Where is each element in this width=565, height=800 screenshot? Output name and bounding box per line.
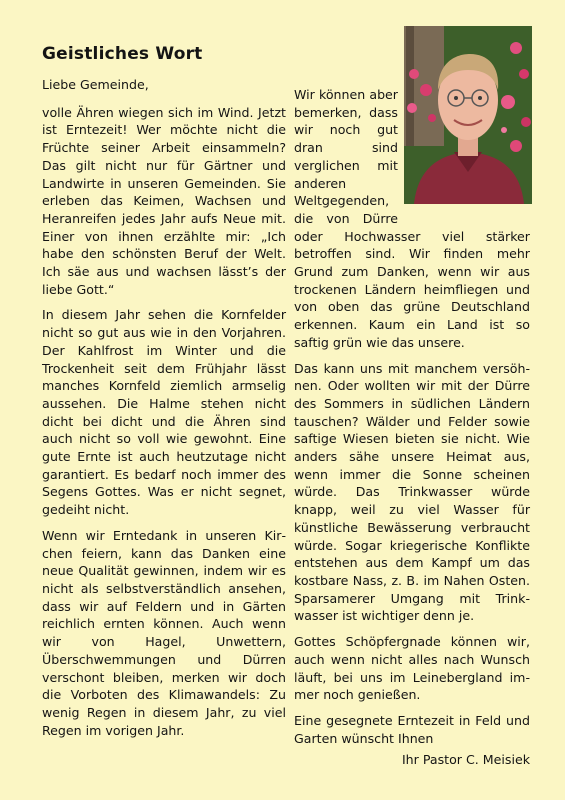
pastor-portrait: [404, 26, 532, 204]
paragraph-right-2: Das kann uns mit manchem versöhnen. Oder wollten wir mit der Dürre des Sommers in südlichen Ländern tauschen? Wälder und Felder sowie saftige Wiesen bieten sie nicht. Wie anders sähe unsere Heimat aus, wenn immer die Sonne scheinen würde. Das Trinkwasser würde knapp, weil zu viel Wasser für künstliche Bewässerung verbraucht würde. Sogar kriegerische Konflikte entstehen aus dem Kampf um das kostbare Nass, z. B. im Nahen Osten. Sparsamerer Umgang mit Trinkwasser ist wichtiger denn je.: [294, 360, 530, 624]
salutation: Liebe Gemeinde,: [42, 77, 149, 92]
signature: Ihr Pastor C. Meisiek: [401, 752, 530, 768]
portrait-image: [404, 26, 532, 204]
paragraph-right-4: Eine gesegnete Erntezeit in Feld und Garten wünscht Ihnen: [294, 712, 530, 746]
paragraph-left-3: Wenn wir Erntedank in unseren Kirchen feiern, kann das Danken eine neue Qualität gewinnen, indem wir es nicht als selbstverständlich ansehen, dass wir auf Feldern und in Gärten reichlich ernten können. Auch wenn wir von Hagel, Unwettern, Überschwemmungen und Dürren verschont bleiben, merken wir doch die Vorboten des Klimawandels: Zu wenig Regen in diesem Jahr, zu viel Regen im vorigen Jahr.: [42, 527, 286, 738]
paragraph-right-1: Wir können aber bemerken, dass wir noch gut dran sind verglichen mit anderen Weltgegenden, die von Dürre oder Hochwasser viel stärker betroffen sind. Wir finden mehr Grund zum Danken, wenn wir aus trockenen Ländern heimfliegen und von oben das grüne Deutschland erkennen. Kaum ein Land ist so saftig grün wie das unsere.: [294, 87, 530, 350]
left-column: [42, 76, 286, 747]
right-column: [294, 86, 530, 777]
page-title: Geistliches Wort: [42, 44, 203, 64]
paragraph-left-1: volle Ähren wiegen sich im Wind. Jetzt ist Erntezeit! Wer möchte nicht die Früchte seiner Arbeit einsammeln? Das gilt nicht nur für Gärtner und Landwirte in unseren Gemeinden. Sie erleben das Keimen, Wachsen und Heranreifen jedes Jahr aufs Neue mit. Einer von ihnen erzählte mir: „Ich habe den schönsten Beruf der Welt. Ich säe aus und wachsen lässt’s der liebe Gott.“: [42, 104, 286, 297]
paragraph-left-2: In diesem Jahr sehen die Kornfelder nicht so gut aus wie in den Vorjahren. Der Kahlfrost im Winter und die Trockenheit seit dem Frühjahr lässt manches Kornfeld ziemlich armselig aussehen. Die Halme stehen nicht dicht bei dicht und die Ähren sind auch nicht so voll wie gewohnt. Eine gute Ernte ist auch heutzutage nicht garantiert. Es bedarf noch immer des Segens Gottes. Was er nicht segnet, gedeiht nicht.: [42, 307, 286, 518]
paragraph-right-3: Gottes Schöpfergnade können wir, auch wenn nicht alles nach Wunsch läuft, bei uns im Leinebergland immer noch genießen.: [294, 634, 530, 703]
